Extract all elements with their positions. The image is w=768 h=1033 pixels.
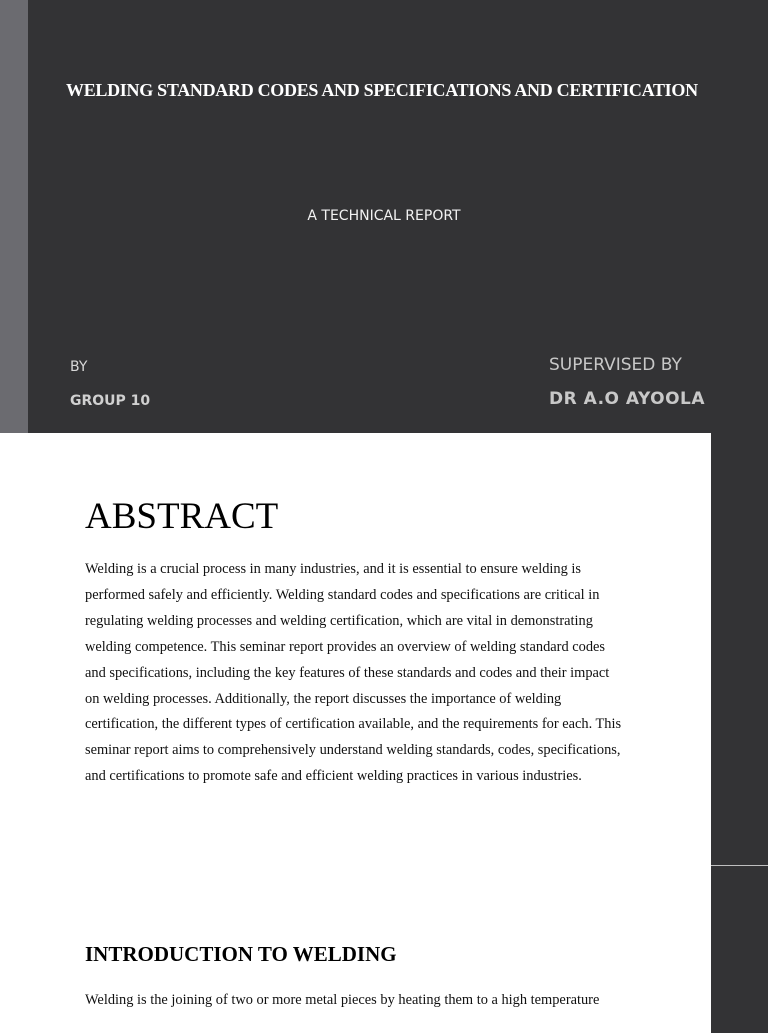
cover-subtitle: A TECHNICAL REPORT xyxy=(307,208,461,224)
by-label: BY xyxy=(70,359,88,375)
page-edge-divider xyxy=(711,865,768,866)
abstract-heading: ABSTRACT xyxy=(85,496,279,537)
abstract-body: Welding is a crucial process in many industries, and it is essential to ensure welding is performed safely and efficiently. Welding standard codes and specifications are critical in regulating welding processes and welding certification, which are vital in demonstrating welding competence. This seminar report provides an overview of welding standard codes and specifications, including the key features of these standards and codes and their impact on welding processes. Additionally, the report discusses the importance of welding certification, the different types of certification available, and the requirements for each. This seminar report aims to comprehensively understand welding standards, codes, specifications, and certifications to promote safe and efficient welding practices in various industries. xyxy=(85,561,622,785)
cover-page xyxy=(28,0,768,433)
introduction-body: Welding is the joining of two or more metal pieces by heating them to a high temperature xyxy=(85,992,600,1008)
supervised-by-label: SUPERVISED BY xyxy=(549,355,682,375)
supervisor-name: DR A.O AYOOLA xyxy=(549,389,706,409)
document-page xyxy=(0,433,711,1033)
introduction-heading: INTRODUCTION TO WELDING xyxy=(85,942,397,966)
cover-title: WELDING STANDARD CODES AND SPECIFICATIONS AND CERTIFICATION xyxy=(66,80,698,100)
group-name: GROUP 10 xyxy=(70,393,151,409)
cover-side-strip xyxy=(0,0,28,433)
